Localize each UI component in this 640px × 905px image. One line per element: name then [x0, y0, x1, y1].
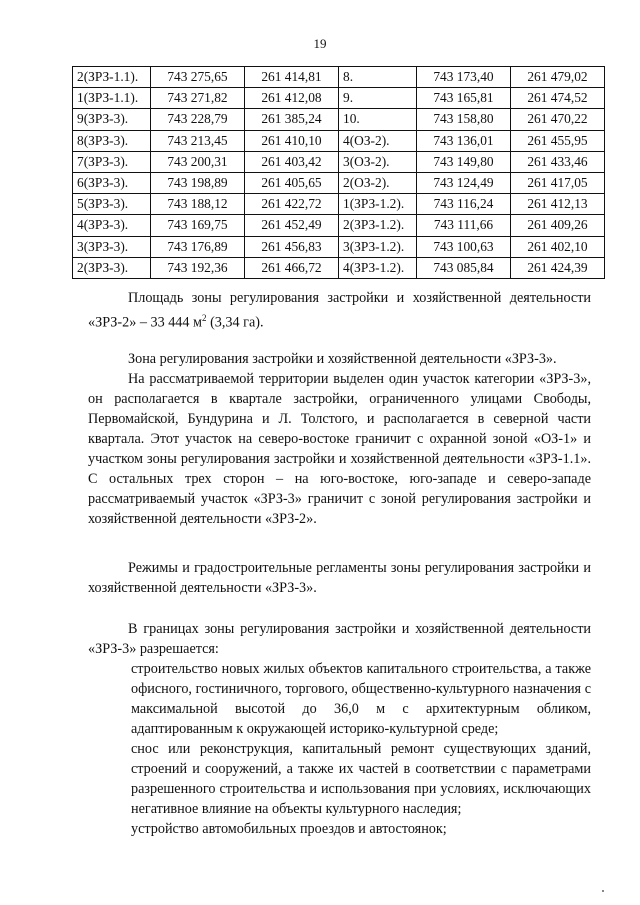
zone-section: [88, 349, 591, 529]
table-cell-point: 8.: [339, 67, 417, 88]
table-cell-coordinate: 261 412,08: [245, 88, 339, 109]
table-cell-coordinate: 261 403,42: [245, 151, 339, 172]
table-cell-point: 3(ОЗ-2).: [339, 151, 417, 172]
table-cell-coordinate: 261 479,02: [511, 67, 605, 88]
table-cell-coordinate: 261 402,10: [511, 236, 605, 257]
table-cell-point: 6(ЗРЗ-3).: [73, 172, 151, 193]
table-cell-coordinate: 743 136,01: [417, 130, 511, 151]
table-cell-coordinate: 743 165,81: [417, 88, 511, 109]
table-cell-coordinate: 743 149,80: [417, 151, 511, 172]
table-cell-coordinate: 743 213,45: [151, 130, 245, 151]
table-cell-point: 1(ЗРЗ-1.1).: [73, 88, 151, 109]
table-cell-coordinate: 743 085,84: [417, 257, 511, 278]
table-cell-coordinate: 261 474,52: [511, 88, 605, 109]
table-cell-point: 5(ЗРЗ-3).: [73, 194, 151, 215]
table-cell-coordinate: 743 188,12: [151, 194, 245, 215]
table-cell-coordinate: 261 466,72: [245, 257, 339, 278]
area-value-text: Площадь зоны регулирования застройки и хозяйственной деятельности «ЗРЗ-2» – 33 444 м: [88, 290, 591, 331]
table-row: [73, 215, 605, 236]
permitted-item: устройство автомобильных проездов и автостоянок;: [131, 821, 447, 837]
table-cell-coordinate: 743 200,31: [151, 151, 245, 172]
table-cell-point: 3(ЗРЗ-3).: [73, 236, 151, 257]
table-cell-point: 2(ЗРЗ-3).: [73, 257, 151, 278]
scan-speck: [602, 890, 604, 892]
table-cell-point: 9(ЗРЗ-3).: [73, 109, 151, 130]
table-cell-point: 9.: [339, 88, 417, 109]
permitted-item: строительство новых жилых объектов капитального строительства, а также офисного, гостиничного, торгового, общественно-культурного назначения с максимальной высотой до 36,0 м с архитектурным обликом, адаптированным к окружающей историко-культурной среде;: [131, 661, 591, 737]
permitted-intro: В границах зоны регулирования застройки и хозяйственной деятельности «ЗРЗ-3» разрешается:: [88, 621, 591, 657]
zone-title: Зона регулирования застройки и хозяйственной деятельности «ЗРЗ-3».: [128, 351, 557, 367]
table-cell-coordinate: 261 405,65: [245, 172, 339, 193]
table-row: [73, 130, 605, 151]
area-hectares: (3,34 га).: [206, 314, 264, 331]
table-cell-coordinate: 261 410,10: [245, 130, 339, 151]
table-cell-coordinate: 261 470,22: [511, 109, 605, 130]
table-cell-coordinate: 743 124,49: [417, 172, 511, 193]
table-cell-coordinate: 743 198,89: [151, 172, 245, 193]
zone-body: На рассматриваемой территории выделен один участок категории «ЗРЗ-3», он располагается в квартале застройки, ограниченного улицами Свободы, Первомайской, Бундурина и Л. Толстого, и располагается в северной части квартала. Этот участок на северо-востоке граничит с охранной зоной «ОЗ-1» и участком зоны регулирования застройки и хозяйственной деятельности «ЗРЗ-1.1». С остальных трех сторон – на юго-востоке, юго-западе и северо-западе рассматриваемый участок «ЗРЗ-3» граничит с зоной регулирования застройки и хозяйственной деятельности «ЗРЗ-2».: [88, 371, 591, 527]
table-cell-coordinate: 743 111,66: [417, 215, 511, 236]
table-cell-point: 4(ЗРЗ-3).: [73, 215, 151, 236]
table-cell-point: 2(ЗРЗ-1.2).: [339, 215, 417, 236]
coordinates-table: [72, 66, 605, 279]
table-row: [73, 194, 605, 215]
table-cell-coordinate: 743 176,89: [151, 236, 245, 257]
area-unit-superscript: 2: [202, 313, 207, 323]
table-cell-coordinate: 261 417,05: [511, 172, 605, 193]
table-row: [73, 236, 605, 257]
table-row: [73, 109, 605, 130]
table-cell-coordinate: 743 158,80: [417, 109, 511, 130]
table-cell-coordinate: 743 173,40: [417, 67, 511, 88]
table-cell-coordinate: 261 414,81: [245, 67, 339, 88]
permitted-item: снос или реконструкция, капитальный ремонт существующих зданий, строений и сооружений, а также их частей в соответствии с параметрами разрешенного строительства и использования при условиях, исключающих негативное влияние на объекты культурного наследия;: [131, 741, 591, 817]
table-cell-point: 2(ОЗ-2).: [339, 172, 417, 193]
table-row: [73, 172, 605, 193]
table-cell-coordinate: 261 424,39: [511, 257, 605, 278]
page-number: 19: [313, 36, 327, 51]
table-cell-coordinate: 261 385,24: [245, 109, 339, 130]
table-cell-coordinate: 261 456,83: [245, 236, 339, 257]
table-cell-coordinate: 743 100,63: [417, 236, 511, 257]
table-cell-point: 2(ЗРЗ-1.1).: [73, 67, 151, 88]
table-cell-point: 4(ЗРЗ-1.2).: [339, 257, 417, 278]
regimes-title: Режимы и градостроительные регламенты зоны регулирования застройки и хозяйственной деятельности «ЗРЗ-3».: [88, 560, 591, 596]
table-cell-point: 4(ОЗ-2).: [339, 130, 417, 151]
table-cell-point: 1(ЗРЗ-1.2).: [339, 194, 417, 215]
table-cell-point: 10.: [339, 109, 417, 130]
table-row: [73, 88, 605, 109]
table-cell-coordinate: 261 455,95: [511, 130, 605, 151]
table-cell-coordinate: 743 275,65: [151, 67, 245, 88]
table-cell-point: 8(ЗРЗ-3).: [73, 130, 151, 151]
table-cell-coordinate: 743 192,36: [151, 257, 245, 278]
table-cell-coordinate: 261 433,46: [511, 151, 605, 172]
area-text: [88, 288, 591, 333]
table-cell-coordinate: 743 169,75: [151, 215, 245, 236]
table-cell-coordinate: 261 412,13: [511, 194, 605, 215]
table-row: [73, 67, 605, 88]
coordinates-table-body: [73, 67, 605, 279]
table-cell-coordinate: 261 452,49: [245, 215, 339, 236]
permitted-section: [88, 619, 591, 839]
table-cell-coordinate: 743 228,79: [151, 109, 245, 130]
table-cell-point: 7(ЗРЗ-3).: [73, 151, 151, 172]
regimes-section: [88, 558, 591, 598]
table-cell-coordinate: 743 271,82: [151, 88, 245, 109]
area-paragraph: [88, 288, 591, 333]
table-row: [73, 257, 605, 278]
table-cell-coordinate: 743 116,24: [417, 194, 511, 215]
table-cell-point: 3(ЗРЗ-1.2).: [339, 236, 417, 257]
table-cell-coordinate: 261 422,72: [245, 194, 339, 215]
table-cell-coordinate: 261 409,26: [511, 215, 605, 236]
table-row: [73, 151, 605, 172]
